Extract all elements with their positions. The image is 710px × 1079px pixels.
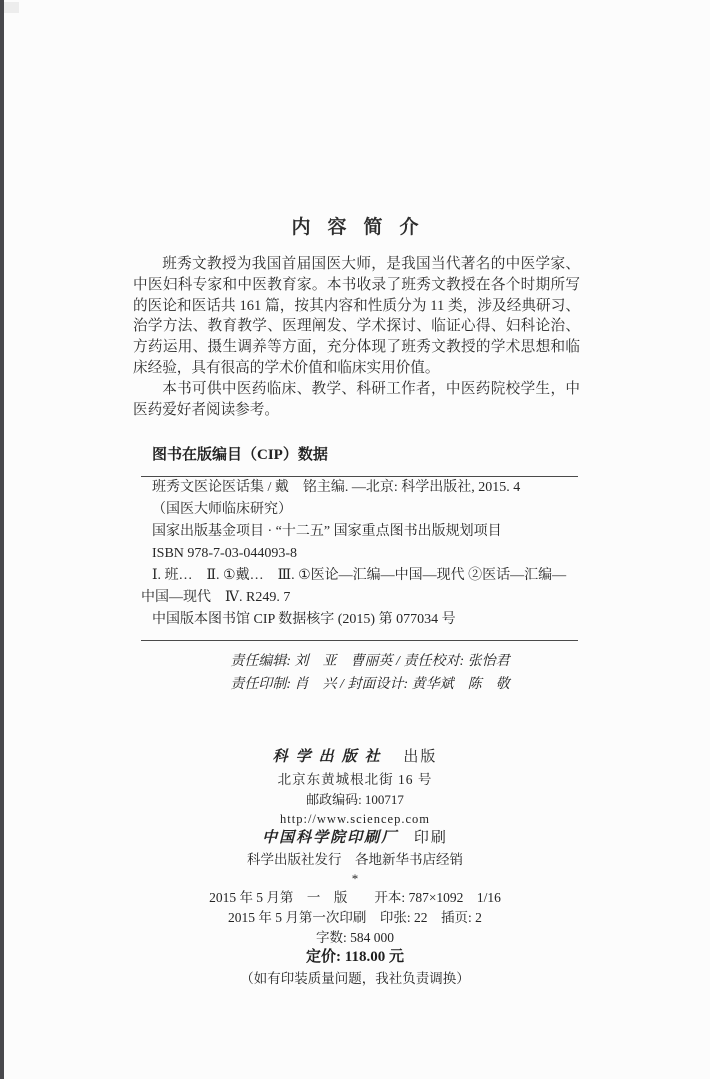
cip-header: 图书在版编目（CIP）数据 [152,447,328,463]
printer-line [0,828,710,849]
staff-credits-line-1: 责任编辑: 刘 亚 曹丽英 / 责任校对: 张怡君 [230,654,510,669]
scan-corner-artifact [4,2,19,13]
printing-line: 2015 年 5 月第一次印刷 印张: 22 插页: 2 [228,910,482,925]
cip-data-section [141,445,578,641]
cip-line-classification-wrap: 中国—现代 Ⅳ. R249. 7 [141,590,291,605]
content-summary-title: 内容简介 [291,217,436,238]
cip-line-series: （国医大师临床研究） [152,502,292,517]
cip-line-title: 班秀文医论医话集 / 戴 铭主编. —北京: 科学出版社, 2015. 4 [152,480,521,495]
quality-note-line: （如有印装质量问题，我社负责调换） [240,971,470,986]
price-line: 定价: 118.00 元 [306,949,404,965]
separator-star: * [351,871,359,886]
publication-colophon [0,746,710,990]
summary-paragraph-2: 本书可供中医药临床、教学、科研工作者，中医药院校学生，中医药爱好者阅读参考。 [133,380,580,418]
staff-credits-line-2: 责任印制: 肖 兴 / 封面设计: 黄华斌 陈 敬 [230,677,510,692]
postal-code: 邮政编码: 100717 [306,792,404,807]
summary-paragraph-1: 班秀文教授为我国首届国医大师，是我国当代著名的中医学家、中医妇科专家和中医教育家。本书收录了班秀文教授在各个时期所写的医论和医话共 161 篇，按其内容和性质分为 11 类，涉及经典研习、治学方法、教育教学、医理阐发、学术探讨、临证心得、妇科论治、方药运用、摄生调养等方面，充分体现了班秀文教授的学术思想和临床经验，具有很高的学术价值和临床实用价值。 [133,256,580,376]
publisher-line [0,746,710,769]
cip-rule-bottom [141,640,578,641]
word-count-line: 字数: 584 000 [315,930,394,945]
cip-line-classification: Ⅰ. 班… Ⅱ. ①戴… Ⅲ. ①医论—汇编—中国—现代 ②医话—汇编— [152,568,567,583]
publisher-website: http://www.sciencep.com [280,812,430,826]
staff-credits [30,650,710,696]
printer-label: 印刷 [413,830,448,846]
publisher-name: 科学出版社 [272,749,388,765]
publisher-address: 北京东黄城根北街 16 号 [277,772,433,787]
distribution-line: 科学出版社发行 各地新华书店经销 [247,852,463,867]
cip-line-isbn: ISBN 978-7-03-044093-8 [152,546,298,561]
publisher-label: 出版 [403,749,438,765]
content-summary [133,254,580,420]
cip-line-record-number: 中国版本图书馆 CIP 数据核字 (2015) 第 077034 号 [152,612,456,627]
edition-line: 2015 年 5 月第 一 版 开本: 787×1092 1/16 [209,890,501,905]
printer-name: 中国科学院印刷厂 [262,830,399,846]
cip-line-project: 国家出版基金项目 · “十二五” 国家重点图书出版规划项目 [152,524,502,539]
